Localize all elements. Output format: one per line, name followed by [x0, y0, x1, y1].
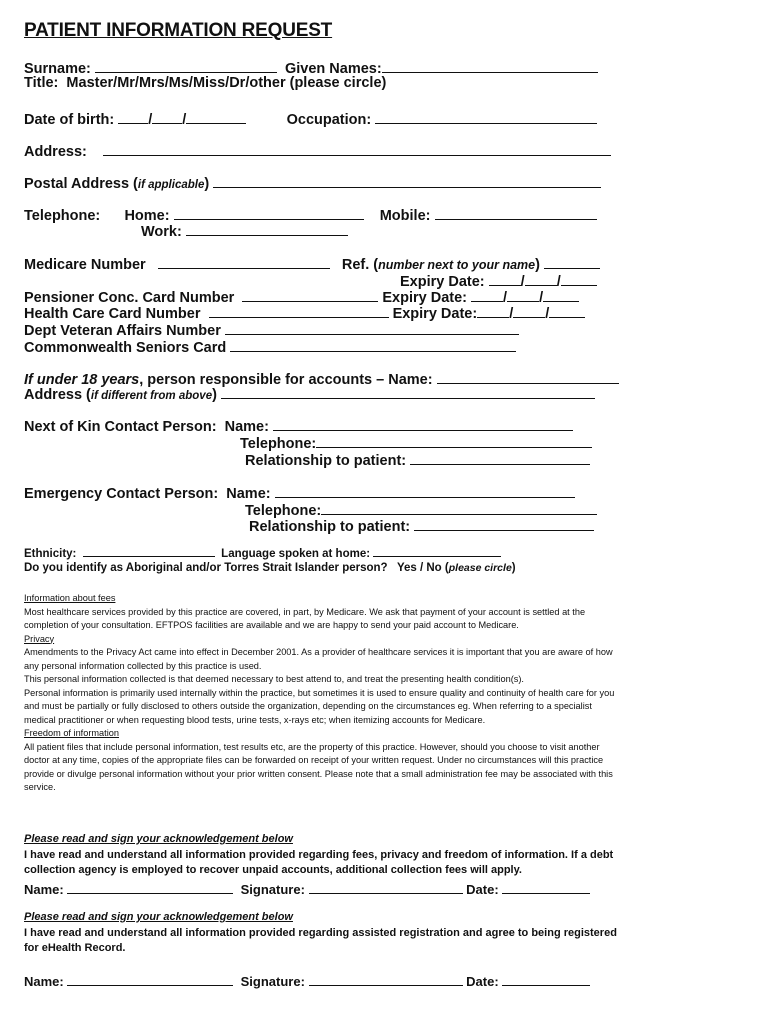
acknowledgement-1: [24, 832, 634, 879]
occupation-field[interactable]: [375, 109, 597, 124]
fees-heading: Information about fees: [24, 593, 116, 603]
aboriginal-note: please circle: [448, 562, 512, 574]
dob-day-field[interactable]: [118, 109, 148, 124]
sig1-date-field[interactable]: [502, 879, 590, 894]
postal-close: ): [204, 176, 210, 192]
mobile-field[interactable]: [435, 205, 597, 220]
expiry-month[interactable]: [477, 303, 509, 318]
expiry-label: Expiry Date:: [392, 306, 478, 322]
emergency-label: Emergency Contact Person:: [24, 486, 219, 502]
surname-label: Surname:: [24, 61, 91, 77]
ack1-text: I have read and understand all information provided regarding fees, privacy and freedom of information. If a debt collection agency is employed to recover unpaid accounts, additional collection fees will apply.: [24, 848, 614, 876]
sig2-date-label: Date:: [466, 974, 499, 989]
health-care-field[interactable]: [209, 303, 389, 318]
telephone-label: Telephone:: [24, 208, 101, 224]
ref-field[interactable]: [544, 254, 600, 269]
postal-row: [24, 173, 601, 192]
nok-name-label: Name:: [224, 419, 269, 435]
under18-name-field[interactable]: [437, 369, 619, 384]
emergency-name-field[interactable]: [275, 483, 575, 498]
sig2-date-field[interactable]: [502, 971, 590, 986]
nok-phone-label: Telephone:: [240, 436, 317, 452]
sig2-name-label: Name:: [24, 974, 64, 989]
sig1-name-label: Name:: [24, 882, 64, 897]
acknowledgement-2: [24, 910, 634, 957]
dob-label: Date of birth:: [24, 112, 115, 128]
medicare-label: Medicare Number: [24, 257, 146, 273]
sig1-name-field[interactable]: [67, 879, 233, 894]
sig2-name-field[interactable]: [67, 971, 233, 986]
sig1-signature-field[interactable]: [309, 879, 463, 894]
postal-label: Postal Address (: [24, 176, 138, 192]
under18-label: , person responsible for accounts – Name:: [139, 372, 433, 388]
nok-relationship-field[interactable]: [410, 450, 590, 465]
work-row: [141, 221, 348, 240]
expiry-day[interactable]: [525, 271, 557, 286]
pensioner-row: Pensioner Conc. Card Number Expiry Date: / /: [24, 287, 579, 306]
aboriginal-row: [24, 562, 516, 574]
ethnicity-field[interactable]: [83, 545, 215, 557]
privacy-text-1: Amendments to the Privacy Act came into effect in December 2001. As a provider of healthcare services it is important that you are aware of how any personal information collected by this practice is used.: [24, 647, 613, 671]
aboriginal-close: ): [511, 562, 516, 574]
sig2-signature-label: Signature:: [240, 974, 305, 989]
address-label: Address:: [24, 144, 87, 160]
nok-name-field[interactable]: [273, 416, 573, 431]
medicare-field[interactable]: [158, 254, 330, 269]
seniors-field[interactable]: [230, 337, 516, 352]
postal-field[interactable]: [213, 173, 601, 188]
pensioner-label: Pensioner Conc. Card Number: [24, 290, 235, 306]
information-section: [24, 592, 624, 795]
expiry-year[interactable]: [561, 271, 597, 286]
postal-note: if applicable: [137, 179, 205, 191]
sig1-signature-label: Signature:: [240, 882, 305, 897]
emergency-relationship-row: [249, 516, 594, 535]
seniors-label: Commonwealth Seniors Card: [24, 340, 227, 356]
ack2-heading: Please read and sign your acknowledgement below: [24, 911, 293, 923]
mobile-label: Mobile:: [379, 208, 431, 224]
dob-year-field[interactable]: [186, 109, 246, 124]
medicare-expiry-row: Expiry Date: / /: [400, 271, 597, 290]
emergency-relationship-field[interactable]: [414, 516, 594, 531]
nok-relationship-label: Relationship to patient:: [245, 453, 407, 469]
under18-address-row: [24, 384, 595, 403]
dva-label: Dept Veteran Affairs Number: [24, 323, 221, 339]
under18-italic: If under 18 years: [24, 372, 140, 388]
privacy-heading: Privacy: [24, 633, 55, 644]
aboriginal-label[interactable]: Do you identify as Aboriginal and/or Torres Strait Islander person? Yes / No (: [24, 562, 449, 574]
health-care-label: Health Care Card Number: [24, 306, 201, 322]
language-label: Language spoken at home:: [221, 548, 371, 560]
expiry-day[interactable]: [507, 287, 539, 302]
occupation-label: Occupation:: [286, 112, 372, 128]
dob-month-field[interactable]: [152, 109, 182, 124]
expiry-year[interactable]: [549, 303, 585, 318]
under18-address-note: if different from above: [90, 390, 213, 402]
under18-address-label: Address (: [24, 387, 91, 403]
expiry-label: Expiry Date:: [400, 274, 485, 290]
under18-address-close: ): [212, 387, 217, 403]
health-care-row: Health Care Card Number Expiry Date: / /: [24, 303, 585, 322]
pensioner-field[interactable]: [242, 287, 378, 302]
expiry-month[interactable]: [471, 287, 503, 302]
emergency-phone-field[interactable]: [321, 500, 597, 515]
home-phone-field[interactable]: [174, 205, 364, 220]
expiry-month[interactable]: [489, 271, 521, 286]
page-title: PATIENT INFORMATION REQUEST: [24, 20, 333, 41]
given-names-label: Given Names:: [284, 61, 382, 77]
title-options[interactable]: Title: Master/Mr/Mrs/Ms/Miss/Dr/other (please circle): [24, 75, 387, 91]
ethnicity-label: Ethnicity:: [24, 548, 77, 560]
work-label: Work:: [141, 224, 182, 240]
emergency-name-label: Name:: [226, 486, 271, 502]
dva-field[interactable]: [225, 320, 519, 335]
address-field[interactable]: [103, 141, 611, 156]
language-field[interactable]: [373, 545, 501, 557]
address-row: [24, 141, 611, 160]
ref-note: number next to your name: [378, 258, 536, 272]
foi-heading: Freedom of information: [24, 728, 119, 738]
emergency-phone-label: Telephone:: [245, 503, 322, 519]
expiry-day[interactable]: [513, 303, 545, 318]
expiry-year[interactable]: [543, 287, 579, 302]
surname-field[interactable]: [95, 58, 277, 73]
given-names-field[interactable]: [382, 58, 598, 73]
nok-relationship-row: [245, 450, 590, 469]
under18-address-field[interactable]: [221, 384, 595, 399]
privacy-text-3: Personal information is primarily used internally within the practice, but sometimes it is used to ensure quality and continuity of health care for you and must be partially or fully disclosed to others outside the organization, depending on the circumstances eg. When referring to a specialist medical practitioner or when requesting blood tests, urine tests, x-rays etc; when itemizing accounts for Medicare.: [24, 687, 615, 725]
dob-row: Date of birth: / / Occupation:: [24, 109, 597, 128]
signature-row-2: [24, 971, 590, 989]
seniors-row: [24, 337, 516, 356]
ack2-text: I have read and understand all information provided regarding assisted registration and agree to being registered for eHealth Record.: [24, 926, 617, 954]
ref-label: Ref. (: [341, 257, 379, 273]
nok-phone-field[interactable]: [316, 433, 592, 448]
fees-text: Most healthcare services provided by this practice are covered, in part, by Medicare. We ask that payment of your account is settled at the completion of your consultation. EFTPOS facilities are available and we are happy to send your paid account to Medicare.: [24, 606, 586, 630]
home-label: Home:: [124, 208, 170, 224]
emergency-relationship-label: Relationship to patient:: [249, 519, 411, 535]
ref-close: ): [535, 257, 540, 273]
work-phone-field[interactable]: [186, 221, 348, 236]
expiry-label: Expiry Date:: [382, 290, 468, 306]
sig1-date-label: Date:: [466, 882, 499, 897]
nok-label: Next of Kin Contact Person:: [24, 419, 217, 435]
foi-text: All patient files that include personal information, test results etc, are the property of this practice. However, should you choose to visit another doctor at any time, copies of the appropriate files can be forwarded on receipt of your written request. Under no circumstances will this practice provide or divulge personal information without your prior written consent. Please note that a small administration fee may be associated with this service.: [24, 741, 613, 792]
signature-row-1: [24, 879, 590, 897]
privacy-text-2: This personal information collected is that deemed necessary to best attend to, and treat the presenting health condition(s).: [24, 674, 524, 684]
sig2-signature-field[interactable]: [309, 971, 463, 986]
ack1-heading: Please read and sign your acknowledgement below: [24, 833, 293, 845]
ethnicity-row: [24, 545, 501, 560]
